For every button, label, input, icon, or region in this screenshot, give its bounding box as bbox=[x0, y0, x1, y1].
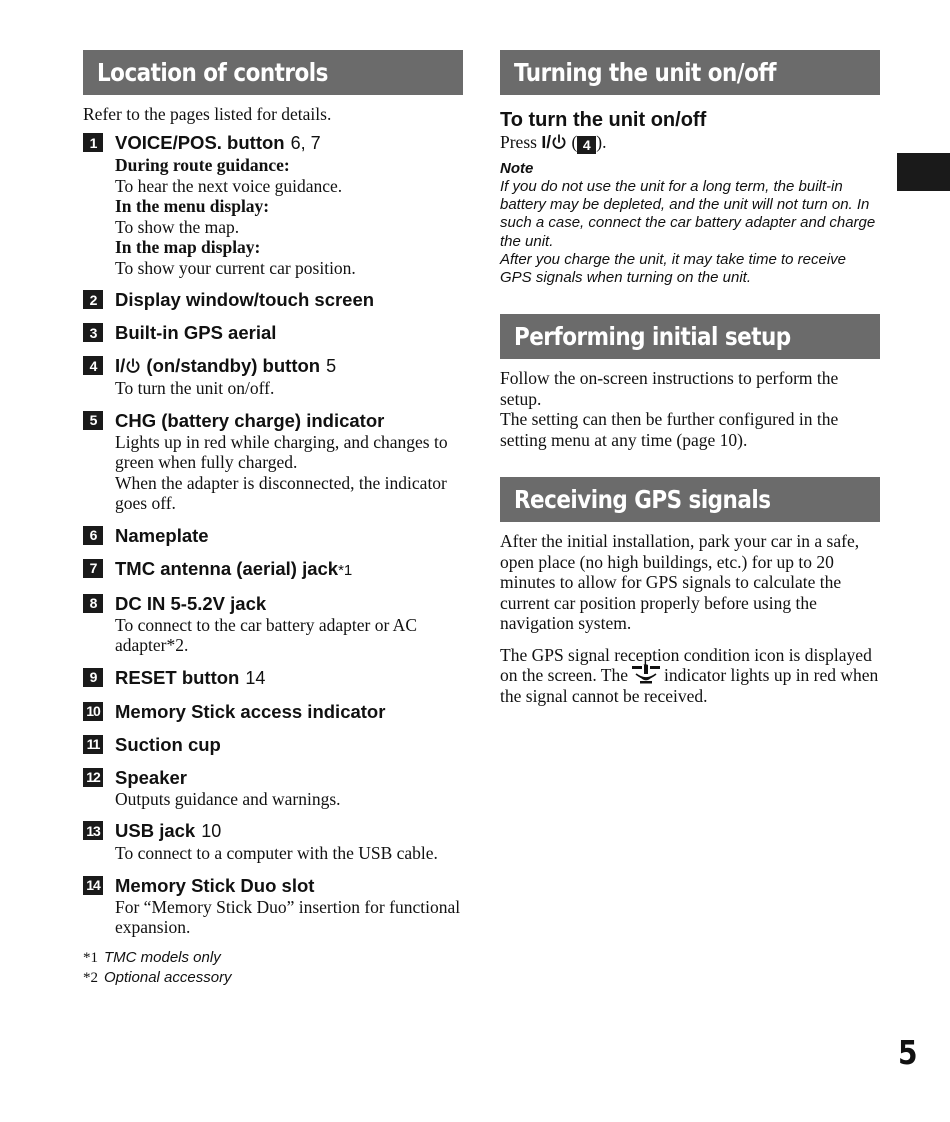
item-number: 4 bbox=[83, 356, 103, 375]
note-label: Note bbox=[500, 160, 534, 177]
power-standby-icon bbox=[125, 358, 141, 374]
control-item-8 bbox=[83, 592, 463, 656]
note-text: After you charge the unit, it may take time to receive GPS signals when turning on the unit. bbox=[500, 250, 846, 287]
footnote-2: *2 Optional accessory bbox=[83, 968, 232, 986]
section-heading-gps: Receiving GPS signals bbox=[500, 477, 880, 522]
control-item-4 bbox=[83, 354, 463, 399]
item-title: USB jack 10 bbox=[115, 820, 222, 841]
item-title: DC IN 5-5.2V jack bbox=[115, 592, 267, 614]
item-title: Nameplate bbox=[115, 524, 209, 546]
control-item-1 bbox=[83, 131, 463, 278]
note-text: If you do not use the unit for a long term, the built-in battery may be depleted, and the unit will not turn on. In such a case, connect the car battery adapter and charge the unit. bbox=[500, 178, 876, 250]
control-item-7 bbox=[83, 557, 463, 582]
gps-signal-icon bbox=[630, 665, 662, 685]
item-body: To turn the unit on/off. bbox=[115, 378, 275, 398]
gps-paragraph-1: After the initial installation, park your car in a safe, open place (no high buildings, etc.) for up to 20 minutes to allow for GPS signals to calculate the current car position properly before using the navigation system. bbox=[500, 531, 860, 634]
item-body: To connect to the car battery adapter or AC adapter*2. bbox=[115, 614, 417, 655]
item-number: 12 bbox=[83, 768, 103, 787]
sub-label: During route guidance: bbox=[115, 155, 290, 175]
footnote-1: *1 TMC models only bbox=[83, 948, 221, 966]
item-body: For “Memory Stick Duo” insertion for functional expansion. bbox=[115, 896, 461, 937]
item-number: 9 bbox=[83, 668, 103, 687]
control-item-3 bbox=[83, 321, 463, 344]
item-number: 13 bbox=[83, 821, 103, 840]
item-title: Display window/touch screen bbox=[115, 289, 375, 310]
item-body: To connect to a computer with the USB cable. bbox=[115, 843, 438, 863]
item-number: 2 bbox=[83, 290, 103, 309]
control-item-10 bbox=[83, 700, 463, 723]
item-number: 6 bbox=[83, 526, 103, 545]
item-number: 3 bbox=[83, 323, 103, 342]
sub-label: In the map display: bbox=[115, 237, 261, 257]
sub-text: To show your current car position. bbox=[115, 257, 356, 278]
setup-paragraph-2: The setting can then be further configured in the setting menu at any time (page 10). bbox=[500, 409, 839, 450]
item-number: 5 bbox=[83, 411, 103, 430]
item-title: Memory Stick Duo slot bbox=[115, 874, 315, 896]
page-number: 5 bbox=[898, 1033, 918, 1072]
control-item-6 bbox=[83, 524, 463, 547]
item-number: 14 bbox=[83, 876, 103, 895]
item-number: 10 bbox=[83, 702, 103, 721]
press-instruction: Press I/ ( 4 ). bbox=[500, 132, 607, 153]
item-title: Built-in GPS aerial bbox=[115, 322, 277, 343]
gps-paragraph-2: The GPS signal reception condition icon is displayed on the screen. The indicator lights up in red when the signal cannot be received. bbox=[500, 644, 879, 706]
item-body: Outputs guidance and warnings. bbox=[115, 788, 341, 809]
item-title: CHG (battery charge) indicator bbox=[115, 409, 385, 431]
control-item-13 bbox=[83, 819, 463, 864]
section-heading-onoff: Turning the unit on/off bbox=[500, 50, 880, 95]
section-heading-setup: Performing initial setup bbox=[500, 314, 880, 359]
control-item-11 bbox=[83, 733, 463, 756]
onoff-subheading: To turn the unit on/off bbox=[500, 109, 707, 131]
item-title: TMC antenna (aerial) jack*1 bbox=[115, 557, 353, 579]
item-title: Memory Stick access indicator bbox=[115, 700, 386, 722]
item-body: Lights up in red while charging, and changes to green when fully charged. bbox=[115, 431, 448, 472]
sub-text: To show the map. bbox=[115, 216, 240, 237]
sub-label: In the menu display: bbox=[115, 196, 270, 216]
power-standby-icon bbox=[551, 134, 567, 150]
control-item-9 bbox=[83, 666, 463, 690]
item-number: 7 bbox=[83, 559, 103, 578]
item-number: 8 bbox=[83, 594, 103, 613]
setup-paragraph-1: Follow the on-screen instructions to perform the setup. bbox=[500, 368, 839, 409]
item-title: Suction cup bbox=[115, 733, 221, 755]
item-body: When the adapter is disconnected, the indicator goes off. bbox=[115, 472, 447, 513]
control-item-2 bbox=[83, 288, 463, 311]
intro-text: Refer to the pages listed for details. bbox=[83, 104, 332, 124]
item-title: Speaker bbox=[115, 766, 187, 788]
item-ref-badge: 4 bbox=[577, 136, 596, 154]
item-number: 1 bbox=[83, 133, 103, 152]
section-heading-location: Location of controls bbox=[83, 50, 463, 95]
control-item-12 bbox=[83, 766, 463, 810]
left-column bbox=[83, 50, 463, 988]
sub-text: To hear the next voice guidance. bbox=[115, 175, 343, 196]
item-title: RESET button 14 bbox=[115, 666, 266, 688]
control-item-5 bbox=[83, 409, 463, 514]
item-title: VOICE/POS. button 6, 7 bbox=[115, 132, 321, 153]
item-title: I/ (on/standby) button 5 bbox=[115, 355, 337, 376]
right-column bbox=[500, 50, 880, 706]
control-item-14 bbox=[83, 874, 463, 938]
item-number: 11 bbox=[83, 735, 103, 754]
chapter-tab bbox=[897, 153, 950, 191]
